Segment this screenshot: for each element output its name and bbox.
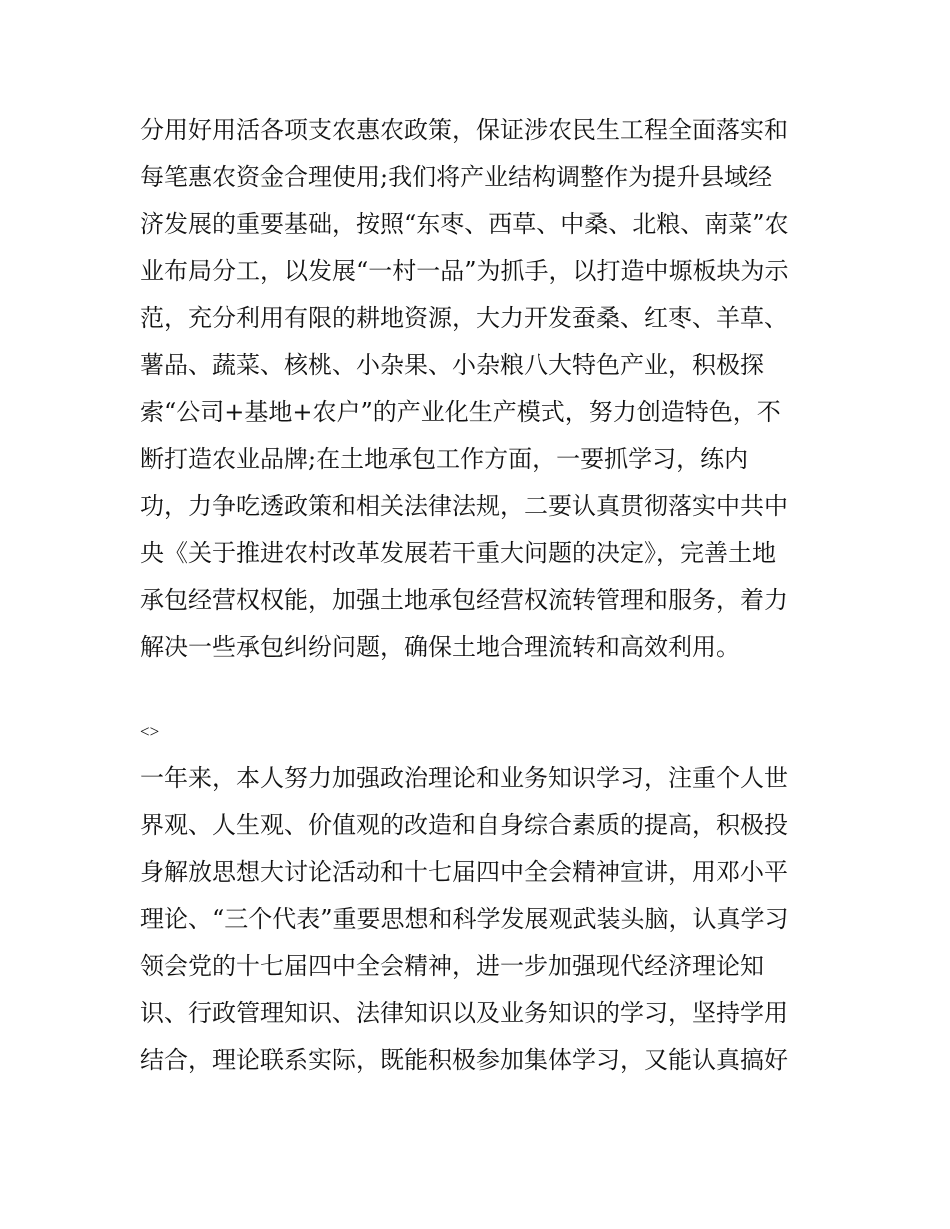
paragraph-2	[140, 755, 820, 1084]
paragraph-line: 业布局分工，以发展“一村一品”为抓手，以打造中塬板块为示	[140, 257, 789, 285]
section-separator: <>	[140, 722, 160, 741]
paragraph-line: 功，力争吃透政策和相关法律法规，二要认真贯彻落实中共中	[140, 492, 788, 520]
paragraph-line: 济发展的重要基础，按照“东枣、西草、中桑、北粮、南菜”农	[140, 210, 789, 238]
paragraph-line: 身解放思想大讨论活动和十七届四中全会精神宣讲，用邓小平	[140, 858, 788, 886]
paragraph-line: 领会党的十七届四中全会精神，进一步加强现代经济理论知	[140, 952, 764, 980]
paragraph-line: 央《关于推进农村改革发展若干重大问题的决定》，完善土地	[140, 539, 776, 567]
paragraph-line: 范，充分利用有限的耕地资源，大力开发蚕桑、红枣、羊草、	[140, 304, 788, 332]
paragraph-line: 承包经营权权能，加强土地承包经营权流转管理和服务，着力	[140, 586, 788, 614]
paragraph-line: 识、行政管理知识、法律知识以及业务知识的学习，坚持学用	[140, 999, 788, 1027]
paragraph-line: 分用好用活各项支农惠农政策，保证涉农民生工程全面落实和	[140, 116, 788, 144]
paragraph-line: 每笔惠农资金合理使用;我们将产业结构调整作为提升县域经	[140, 163, 773, 191]
paragraph-line: 理论、“三个代表”重要思想和科学发展观武装头脑，认真学习	[140, 905, 789, 933]
paragraph-line: 索“公司+基地+农户”的产业化生产模式，努力创造特色，不	[140, 398, 781, 426]
paragraph-line: 解决一些承包纠纷问题，确保土地合理流转和高效利用。	[140, 633, 740, 661]
paragraph-line: 断打造农业品牌;在土地承包工作方面，一要抓学习，练内	[140, 445, 749, 473]
paragraph-line: 结合，理论联系实际，既能积极参加集体学习，又能认真搞好	[140, 1046, 788, 1074]
paragraph-1	[140, 107, 820, 671]
paragraph-line: 薯品、蔬菜、核桃、小杂果、小杂粮八大特色产业，积极探	[140, 351, 764, 379]
paragraph-line: 一年来，本人努力加强政治理论和业务知识学习，注重个人世	[140, 764, 788, 792]
paragraph-line: 界观、人生观、价值观的改造和自身综合素质的提高，积极投	[140, 811, 788, 839]
